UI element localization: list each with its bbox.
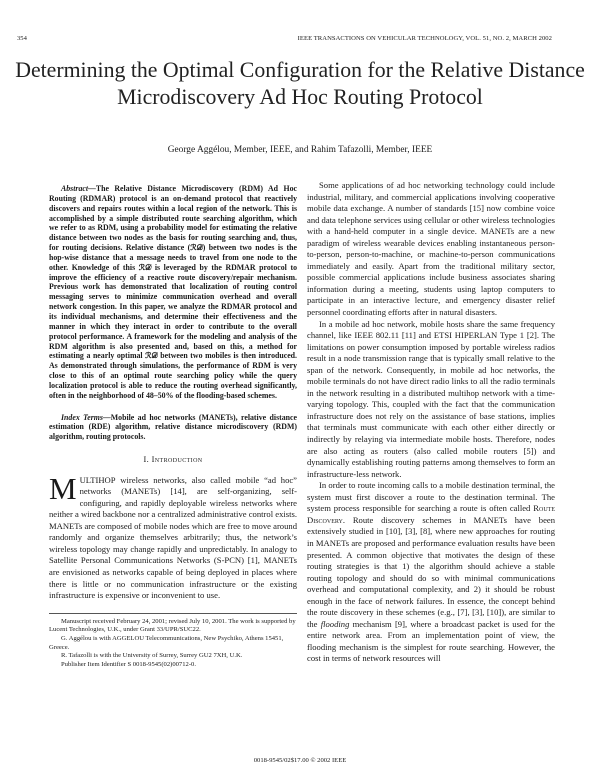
copyright-footer: 0018-9545/02$17.00 © 2002 IEEE <box>253 757 347 764</box>
footnote-author-1: G. Aggélou is with AGGELOU Telecommunications, New Psychiko, Athens 15451, Greece. <box>49 635 284 651</box>
paper-title: Determining the Optimal Configuration for the Relative Distance Microdiscovery Ad Hoc Routing Protocol <box>15 58 585 109</box>
drop-cap: M <box>49 470 77 506</box>
p3-part-a: In order to route incoming calls to a mobile destination terminal, the system must first discover a route to the destination terminal. The system process responsible for searching a route is often called <box>307 480 555 514</box>
footnote-received: Manuscript received February 24, 2001; revised July 10, 2001. The work is supported by Lucent Technologies, U.K., under Grant 33/UPR/SUC22. <box>49 617 296 634</box>
p3-route-discovery: Route Discovery <box>307 503 555 525</box>
index-terms-lead: Index Terms— <box>61 412 111 422</box>
body-paragraph-3 <box>307 480 555 665</box>
abstract <box>49 184 297 401</box>
intro-first-word: ULTIHOP <box>79 474 116 485</box>
abstract-text: The Relative Distance Microdiscovery (RDM) Ad Hoc Routing (RDMAR) protocol is an on-demand protocol that reactively discovers and repairs routes within a local region of the network. This is accomplished by a simple distributed route searching algorithm, which we refer to as RDM, using a probability model for estimating the relative distance between two nodes as the basis for routing searching and, thus, for routing decisions. Relative distance (ℛ𝒟) between two nodes is the hop-wise distance that a message needs to travel from one node to the other. Knowledge of this ℛ𝒟 is leveraged by the RDMAR protocol to improve the efficiency of a reactive route discovery/repair mechanism. Previous work has demonstrated that localization of routing control messaging serves to minimize communication overhead and overall network congestion. In this paper, we analyze the RDMAR protocol and its individual mechanisms, and determine their effectiveness and the manner in which they interact in order to contribute to the overall protocol performance. A framework for the modeling and analysis of the RDM algorithm is also presented and, based on this, a method for estimating a nearly optimal ℛ𝒟 between two mobiles is then introduced. As demonstrated through simulations, the performance of RDM is very close to this of an optimal route searching policy while the query localization protocol is able to reduce the routing overhead significantly, often in the neighborhood of 48–50% of the flooding-based schemes. <box>49 184 297 400</box>
journal-header: IEEE TRANSACTIONS ON VEHICULAR TECHNOLOGY, VOL. 51, NO. 2, MARCH 2002 <box>297 35 552 42</box>
index-terms-text: Mobile ad hoc networks (MANETs), relative distance estimation (RDE) algorithm, relative distance microdiscovery (RDM) algorithm, routing protocols. <box>49 412 297 442</box>
intro-text: wireless networks, also called mobile “ad hoc” networks (MANETs) [14], are self-organizing, self-configuring, and rapidly deployable wireless networks where neither a wired backbone nor a centralized administrative control exists. MANETs are composed of mobile nodes which are free to move around randomly and organize themselves arbitrarily; thus, the network’s wireless topology may change rapidly and unpredictably. In analogy to Satellite Personal Communications Networks (S-PCN) [1], MANETs are envisioned as networks capable of being deployed in places where there is little or no communication infrastructure or the existing infrastructure is expensive or inconvenient to use. <box>49 474 297 601</box>
p3-flooding: flooding <box>320 618 350 629</box>
abstract-lead: Abstract— <box>61 184 96 193</box>
p3-part-b: . Route discovery schemes in MANETs have been extensively studied in [10], [3], [8], where new approaches for routing in MANETs are proposed and performance evaluation results have been presented. A common objective that motivates the design of these routing strategies is that 1) the algorithm should achieve a stable routing topology and should do so with minimal communications overhead and computational complexity, and 2) it should be robust enough in the face of network failures. In essence, the concept behind the route discovery in these schemes (e.g., [7], [3], [10]), are similar to the <box>307 514 555 629</box>
body-paragraph-1: Some applications of ad hoc networking technology could include industrial, military, and commercial applications involving cooperative mobile data exchange. A number of standards [15] now combine voice and data telephone services using cellular or other wireless technologies with a hand-held computer in a single device. MANETs are a new paradigm of wireless wearable devices enabling instantaneous person-to-person, person-to-machine, or machine-to-person communications immediately and easily. Apart from the traditional military sector, possible commercial applications include business associates sharing information during a meeting, students using laptop computers to participate in an interactive lecture, and emergency disaster relief personnel coordinating efforts after in natural disasters. <box>307 180 555 318</box>
page-number: 354 <box>17 35 27 42</box>
left-column <box>49 180 297 670</box>
authors: George Aggélou, Member, IEEE, and Rahim Tafazolli, Member, IEEE <box>167 145 433 155</box>
section-heading-introduction: I. Introduction <box>143 455 203 465</box>
footnote-author-2: R. Tafazolli is with the University of Surrey, Surrey GU2 7XH, U.K. <box>61 652 243 660</box>
p3-part-c: mechanism [9], where a broadcast packet is used for the entire network area. From an implementation point of view, the flooding mechanism is the simplest for route searching. However, the cost in terms of network resources will <box>307 618 555 664</box>
right-column <box>307 180 555 665</box>
footnote-rule <box>49 613 297 614</box>
intro-paragraph <box>49 470 297 602</box>
footnote-pii: Publisher Item Identifier S 0018-9545(02)00712-0. <box>61 661 196 669</box>
index-terms <box>49 413 297 443</box>
body-paragraph-2: In a mobile ad hoc network, mobile hosts share the same frequency channel, like IEEE 802.11 [11] and ETSI HIPERLAN Type 1 [2]. The limitations on power consumption imposed by portable wireless radios result in a node transmission range that is typically small relative to the span of the network. Consequently, in mobile ad hoc networks, the mobile terminals do not have direct radio links to all the radio terminals in the network resulting in a distributed multihop network with a time-varying topology. This, coupled with the fact that the communication infrastructure does not rely on the assistance of base stations, implies that terminals must communicate with each other either directly or indirectly by relaying via intermediate mobile hosts. Therefore, nodes are also acting as routers (also called mobile routers [5]) and dynamically establishing routing patterns among themselves to form an infrastructure-less network. <box>307 318 555 479</box>
